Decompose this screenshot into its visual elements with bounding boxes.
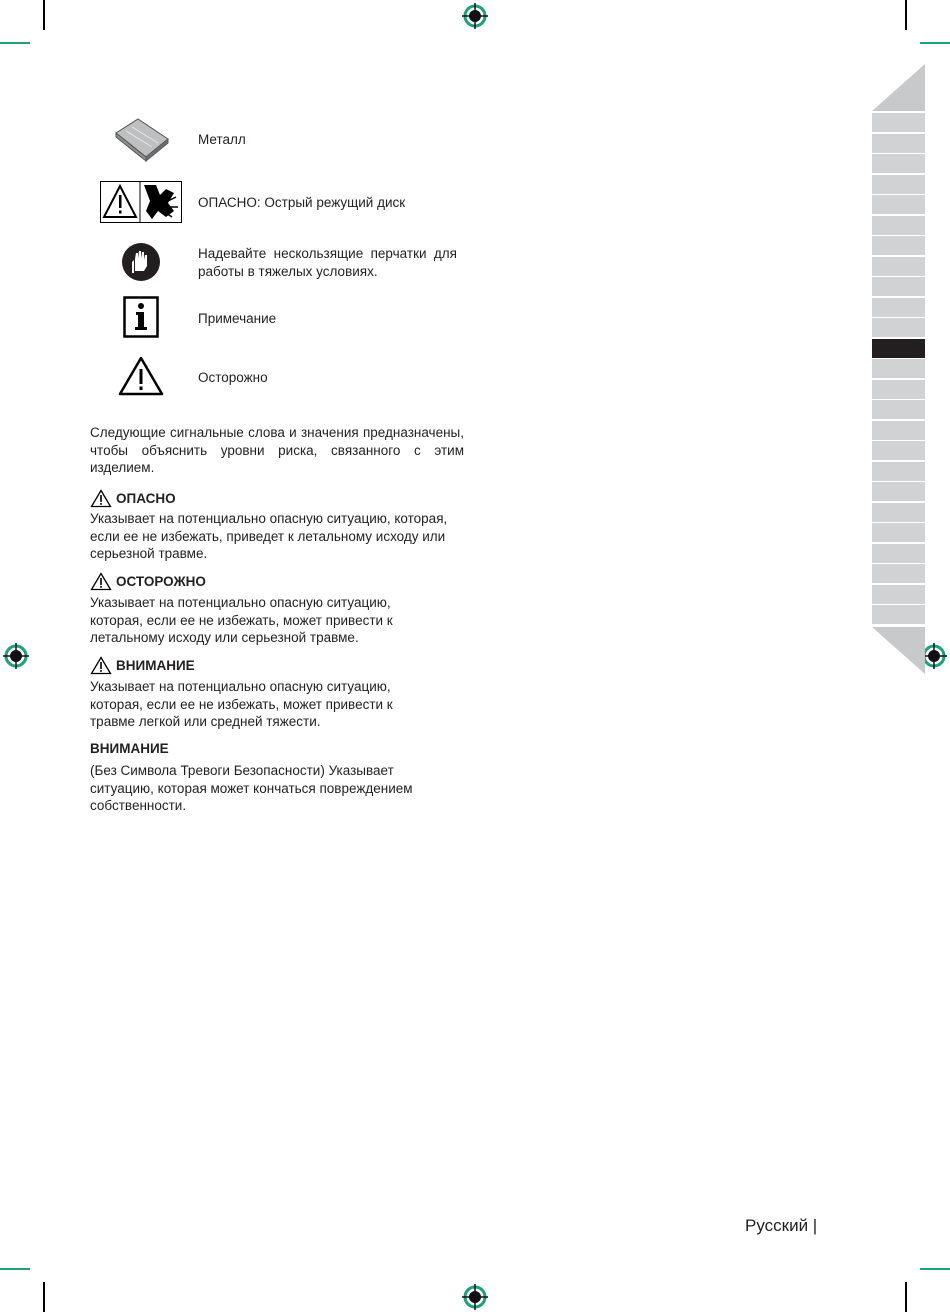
signal-word-heading — [90, 572, 206, 591]
language-tab — [872, 195, 925, 214]
language-tab — [872, 380, 925, 399]
language-tab — [872, 298, 925, 317]
language-tab — [872, 257, 925, 276]
symbol-label: Металл — [198, 132, 246, 147]
language-tab — [872, 421, 925, 440]
warning-triangle-icon — [90, 656, 112, 675]
crop-mark — [0, 1268, 30, 1270]
language-tab — [872, 544, 925, 563]
language-tab — [872, 400, 925, 419]
language-tab — [872, 482, 925, 501]
crop-mark — [43, 0, 45, 30]
crop-mark — [905, 1282, 907, 1312]
wear-gloves-icon — [121, 242, 161, 282]
signal-word-text: Указывает на потенциально опасную ситуацию, которая, если ее не избежать, может привести к летальному исходу или серьезной травме. — [90, 595, 393, 646]
language-tab — [872, 134, 925, 153]
signal-word-text: (Без Символа Тревоги Безопасности) Указывает ситуацию, которая может кончаться повреждением собственности. — [90, 763, 413, 814]
language-tab — [872, 277, 925, 296]
signal-word-text: Указывает на потенциально опасную ситуацию, которая, если ее не избежать, приведет к летальному исходу или серьезной травме. — [90, 511, 448, 562]
footer-language-label: Русский | — [745, 1216, 818, 1235]
language-tab — [872, 216, 925, 235]
signal-word-heading — [90, 489, 176, 508]
signal-word-title: ВНИМАНИЕ — [90, 741, 169, 756]
crop-mark — [43, 1282, 45, 1312]
language-tab — [872, 564, 925, 583]
signal-word-title: ВНИМАНИЕ — [116, 658, 195, 673]
signal-word-heading — [90, 741, 169, 756]
symbol-label: Надевайте нескользящие перчатки для работы в тяжелых условиях. — [198, 246, 457, 279]
language-tab — [872, 523, 925, 542]
crop-mark — [920, 42, 950, 44]
language-tab — [872, 359, 925, 378]
language-tab-active — [872, 339, 925, 358]
signal-word-title: ОСТОРОЖНО — [116, 574, 206, 589]
language-tab — [872, 503, 925, 522]
language-tab — [872, 605, 925, 624]
symbol-label: ОПАСНО: Острый режущий диск — [198, 195, 406, 210]
metal-plate-icon — [112, 117, 170, 163]
signal-word-text: Указывает на потенциально опасную ситуацию, которая, если ее не избежать, может привести к травме легкой или средней тяжести. — [90, 679, 393, 730]
language-tab — [872, 318, 925, 337]
crop-mark — [920, 1268, 950, 1270]
language-tab — [872, 236, 925, 255]
registration-mark-icon — [3, 643, 29, 669]
language-tab — [872, 113, 925, 132]
symbol-label: Примечание — [198, 311, 277, 326]
registration-mark-icon — [462, 3, 488, 29]
language-tab — [872, 441, 925, 460]
warning-triangle-icon — [90, 572, 112, 591]
signal-word-heading — [90, 656, 195, 675]
language-tab — [872, 585, 925, 604]
language-tab — [872, 154, 925, 173]
signal-word-title: ОПАСНО — [116, 491, 176, 506]
crop-mark — [0, 42, 30, 44]
warning-triangle-icon — [90, 489, 112, 508]
language-tab — [872, 175, 925, 194]
tab-strip-bottom-triangle — [872, 627, 925, 675]
danger-sharp-blade-icon — [100, 181, 182, 223]
symbol-label: Осторожно — [198, 370, 268, 385]
warning-triangle-icon — [118, 355, 164, 397]
info-note-icon — [123, 296, 159, 338]
language-tab — [872, 462, 925, 481]
intro-paragraph: Следующие сигнальные слова и значения предназначены, чтобы объяснить уровни риска, связанного с этим изделием. — [90, 425, 464, 476]
tab-strip-top-triangle — [872, 64, 925, 112]
registration-mark-icon — [462, 1284, 488, 1310]
crop-mark — [905, 0, 907, 30]
